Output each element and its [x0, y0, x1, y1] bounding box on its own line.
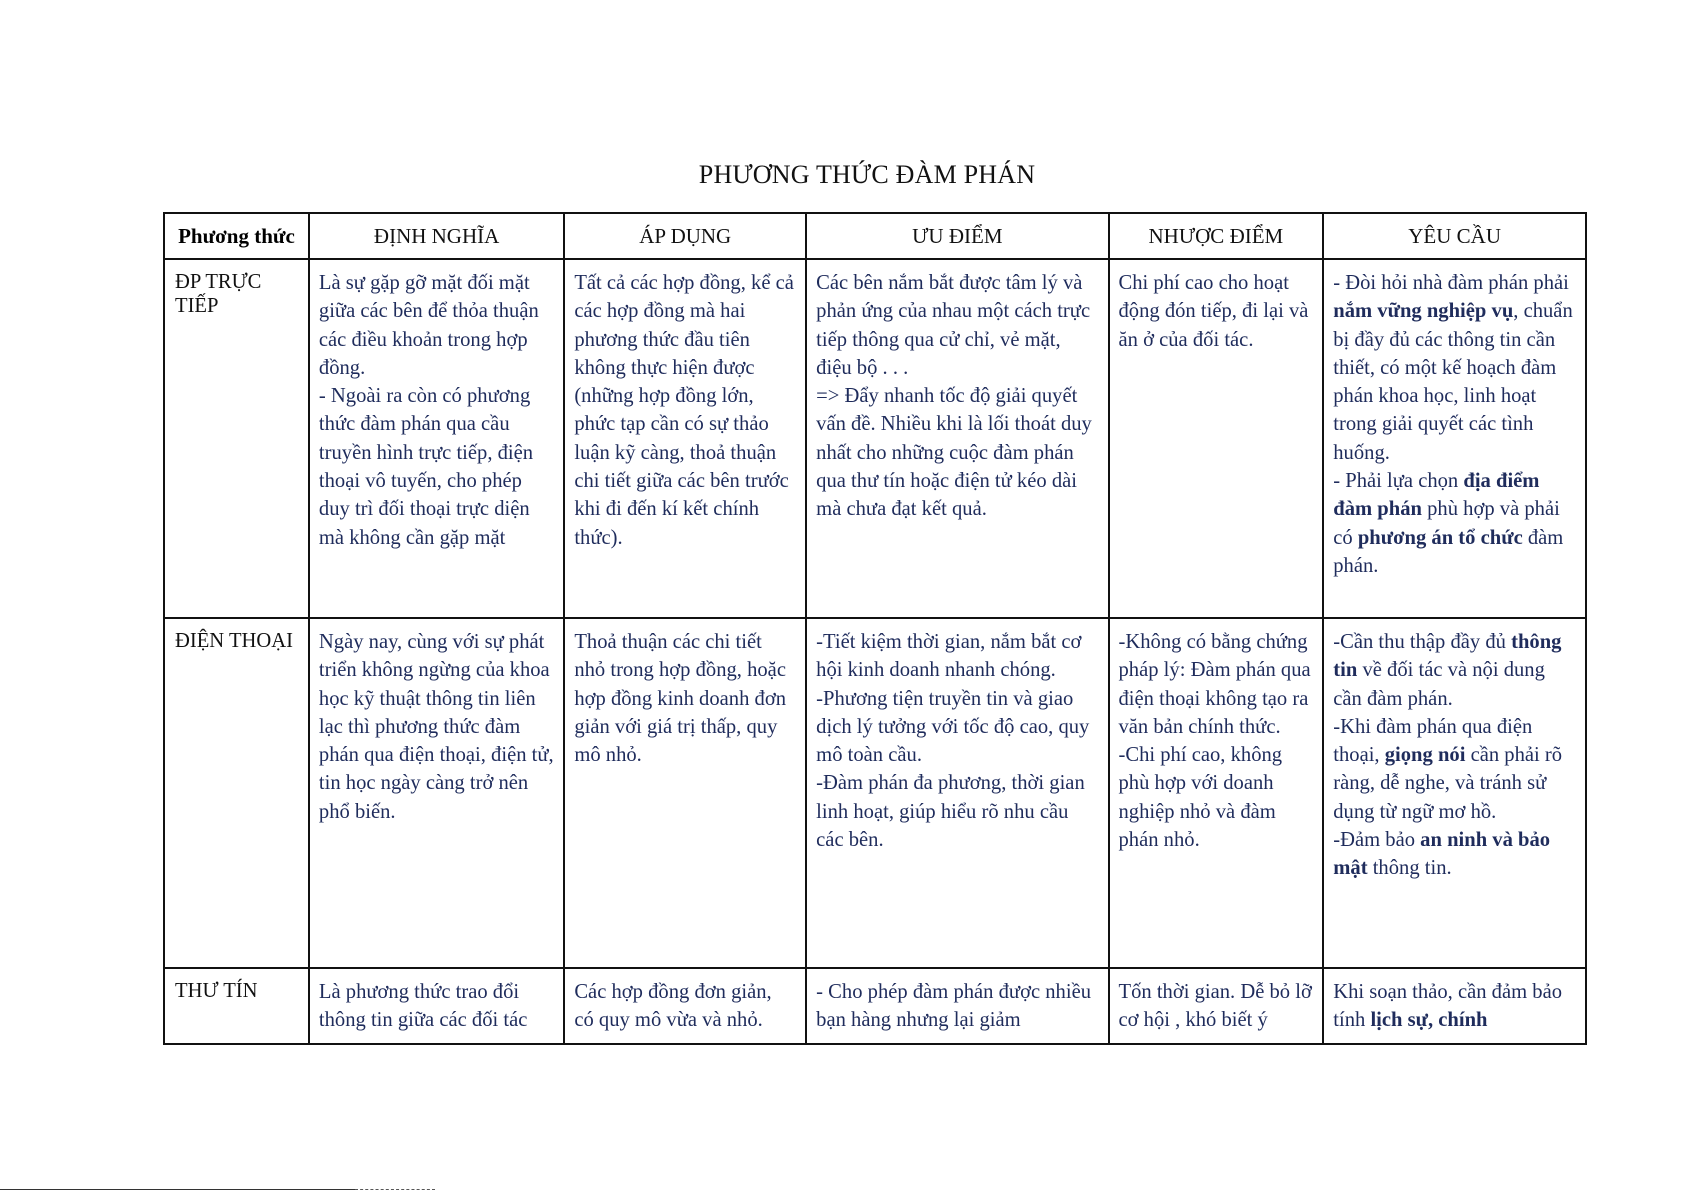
table-row	[164, 968, 1586, 1044]
requirement-text-run: phù hợp và phải có	[1333, 498, 1560, 549]
requirement-text-run: , chuẩn bị đầy đủ các thông tin cần thiết, có một kế hoạch đàm phán khoa học, linh hoạt trong giải quyết các tình huống. - Phải lựa chọn	[1333, 300, 1573, 493]
requirement-emphasis: thông tin	[1333, 631, 1562, 682]
requirement-emphasis: phương án tổ chức	[1357, 526, 1523, 549]
definition-text: Ngày nay, cùng với sự phát triển không ngừng của khoa học kỹ thuật thông tin liên lạc thì phương thức đàm phán qua điện thoại, điện tử, tin học ngày càng trở nên phổ biến.	[318, 631, 554, 823]
definition-text: Là phương thức trao đổi thông tin giữa các đối tác	[318, 981, 528, 1032]
requirements-text	[1324, 619, 1585, 883]
requirement-emphasis: nắm vững nghiệp vụ	[1333, 300, 1514, 323]
requirement-emphasis: an ninh và bảo mật	[1333, 829, 1551, 880]
application-cell	[564, 968, 806, 1044]
application-cell	[564, 259, 806, 618]
header-advantages: ƯU ĐIỂM	[806, 213, 1108, 259]
method-cell	[164, 618, 309, 968]
requirement-text-run: đàm phán.	[1333, 526, 1564, 577]
application-text: Thoả thuận các chi tiết nhỏ trong hợp đồng, hoặc hợp đồng kinh doanh đơn giản với giá trị thấp, quy mô nhỏ.	[574, 631, 787, 767]
requirements-cell	[1323, 259, 1586, 618]
footnote-separator-dashed	[355, 1189, 435, 1190]
disadvantages-text: Tốn thời gian. Dễ bỏ lỡ cơ hội , khó biết ý	[1118, 981, 1312, 1032]
method-text: ĐP TRỰC TIẾP	[175, 271, 262, 317]
disadvantages-cell	[1109, 259, 1324, 618]
requirements-text	[1324, 969, 1585, 1043]
definition-text: Là sự gặp gỡ mặt đối mặt giữa các bên để thỏa thuận các điều khoản trong hợp đồng. - Ngoài ra còn có phương thức đàm phán qua cầu truyền hình trực tiếp, điện thoại vô tuyến, cho phép duy trì đối thoại trực diện mà không cần gặp mặt	[318, 272, 539, 549]
requirement-text-run: về đối tác và nội dung cần đàm phán. -Khi đàm phán qua điện thoại,	[1333, 659, 1545, 767]
requirement-text-run: - Đòi hỏi nhà đàm phán phải	[1333, 272, 1569, 294]
page-title: PHƯƠNG THỨC ĐÀM PHÁN	[698, 160, 1036, 189]
requirement-text-run: thông tin.	[1367, 857, 1452, 880]
advantages-cell	[806, 968, 1108, 1044]
header-requirements: YÊU CẦU	[1323, 213, 1586, 259]
requirements-cell	[1323, 968, 1586, 1044]
disadvantages-text: Chi phí cao cho hoạt động đón tiếp, đi lại và ăn ở của đối tác.	[1118, 272, 1309, 351]
requirements-text	[1324, 260, 1585, 580]
negotiation-methods-table	[163, 212, 1587, 1045]
disadvantages-text: -Không có bằng chứng pháp lý: Đàm phán qua điện thoại không tạo ra văn bản chính thức. -Chi phí cao, không phù hợp với doanh nghiệp nhỏ và đàm phán nhỏ.	[1118, 631, 1311, 852]
application-text: Tất cả các hợp đồng, kể cả các hợp đồng mà hai phương thức đầu tiên không thực hiện được (những hợp đồng lớn, phức tạp cần có sự thảo luận kỹ càng, thoả thuận chi tiết giữa các bên trước khi đi đến kí kết chính thức).	[574, 272, 794, 549]
requirement-text-run: cần phải rõ ràng, dễ nghe, và tránh sử dụng từ ngữ mơ hồ. -Đảm bảo	[1333, 744, 1563, 852]
definition-cell	[309, 618, 564, 968]
method-cell	[164, 259, 309, 618]
definition-cell	[309, 968, 564, 1044]
table-row	[164, 618, 1586, 968]
method-text: THƯ TÍN	[175, 980, 258, 1002]
application-text: Các hợp đồng đơn giản, có quy mô vừa và nhỏ.	[574, 981, 772, 1032]
definition-cell	[309, 259, 564, 618]
advantages-text: Các bên nắm bắt được tâm lý và phản ứng của nhau một cách trực tiếp thông qua cử chỉ, vẻ mặt, điệu bộ . . . => Đẩy nhanh tốc độ giải quyết vấn đề. Nhiều khi là lối thoát duy nhất cho những cuộc đàm phán qua thư tín hoặc điện tử kéo dài mà chưa đạt kết quả.	[816, 272, 1092, 521]
requirement-text-run: Khi soạn thảo, cần đảm bảo tính	[1333, 981, 1563, 1032]
disadvantages-cell	[1109, 968, 1324, 1044]
method-text: ĐIỆN THOẠI	[175, 630, 294, 652]
requirements-cell	[1323, 618, 1586, 968]
footnote-separator	[0, 1189, 355, 1190]
requirement-emphasis: giọng nói	[1384, 744, 1466, 767]
header-definition: ĐỊNH NGHĨA	[309, 213, 564, 259]
advantages-cell	[806, 259, 1108, 618]
application-cell	[564, 618, 806, 968]
advantages-cell	[806, 618, 1108, 968]
table-header-row	[164, 213, 1586, 259]
advantages-text: - Cho phép đàm phán được nhiều bạn hàng nhưng lại giảm	[816, 981, 1092, 1032]
header-method: Phương thức	[164, 213, 309, 259]
requirement-emphasis: lịch sự, chính	[1370, 1009, 1488, 1032]
table-row	[164, 259, 1586, 618]
header-application: ÁP DỤNG	[564, 213, 806, 259]
method-cell	[164, 968, 309, 1044]
disadvantages-cell	[1109, 618, 1324, 968]
requirement-text-run: -Cần thu thập đầy đủ	[1333, 631, 1512, 653]
header-disadvantages: NHƯỢC ĐIỂM	[1109, 213, 1324, 259]
requirement-emphasis: địa điểm đàm phán	[1333, 470, 1540, 521]
advantages-text: -Tiết kiệm thời gian, nắm bắt cơ hội kinh doanh nhanh chóng. -Phương tiện truyền tin và giao dịch lý tưởng với tốc độ cao, quy mô toàn cầu. -Đàm phán đa phương, thời gian linh hoạt, giúp hiểu rõ nhu cầu các bên.	[816, 631, 1090, 852]
